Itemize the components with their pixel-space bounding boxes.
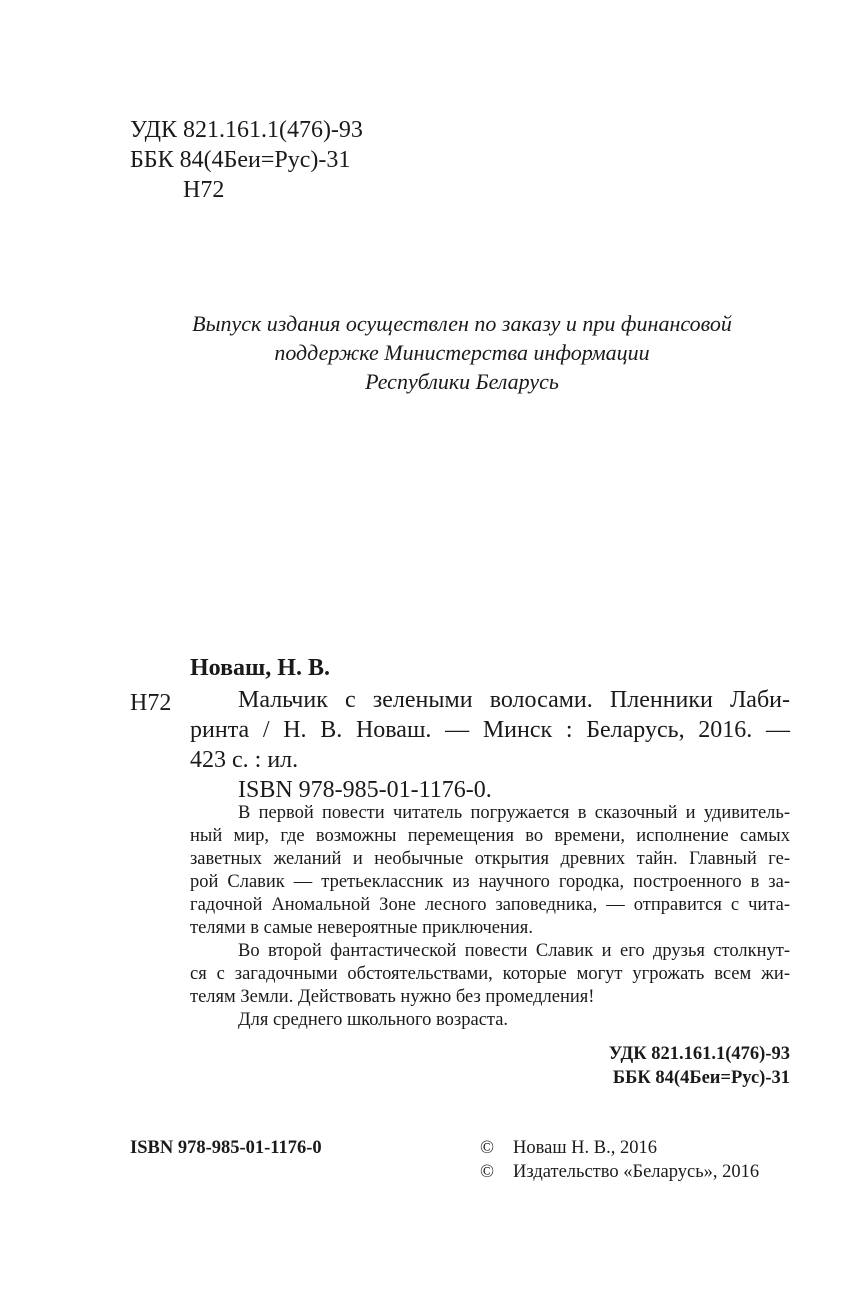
abstract-line: заветных желаний и необычные открытия древних тайн. Главный ге- (190, 849, 790, 869)
copyright-icon: © (480, 1138, 495, 1158)
copyright-icon: © (480, 1162, 495, 1182)
udk-header: УДК 821.161.1(476)-93 (130, 117, 363, 143)
abstract-line: телями в самые невероятные приключения. (190, 918, 533, 938)
bbk-header: ББК 84(4Беи=Рус)-31 (130, 147, 351, 173)
funding-note-line: Выпуск издания осуществлен по заказу и при финансовой (192, 311, 732, 336)
abstract-line: гадочной Аномальной Зоне лесного заповедника, — отправится с чита- (190, 895, 790, 915)
abstract-line: Для среднего школьного возраста. (238, 1010, 509, 1030)
funding-note-line: Республики Беларусь (365, 369, 559, 394)
abstract-line: рой Славик — третьеклассник из научного городка, построенного в за- (190, 872, 790, 892)
card-title-line: ринта / Н. В. Новаш. — Минск : Беларусь, 2016. — (190, 717, 790, 743)
card-author: Новаш, Н. В. (190, 655, 330, 681)
funding-note-line: поддержке Министерства информации (274, 340, 650, 365)
card-title-line: 423 с. : ил. (190, 747, 299, 773)
abstract-line: Во второй фантастической повести Славик и его друзья столкнут- (238, 941, 790, 961)
author-code-header: Н72 (183, 177, 225, 203)
abstract-line: ся с загадочными обстоятельствами, которые могут угрожать всем жи- (190, 964, 790, 984)
bbk-footer: ББК 84(4Беи=Рус)-31 (612, 1068, 790, 1088)
card-title-line: Мальчик с зелеными волосами. Пленники Лаби- (238, 687, 790, 713)
abstract-line: ный мир, где возможны перемещения во времени, исполнение самых (190, 826, 790, 846)
isbn-footer: ISBN 978-985-01-1176-0 (130, 1138, 322, 1158)
card-isbn: ISBN 978-985-01-1176-0. (238, 777, 492, 803)
abstract-line: телям Земли. Действовать нужно без промедления! (190, 987, 595, 1007)
copyright-publisher: Издательство «Беларусь», 2016 (513, 1162, 760, 1182)
udk-footer: УДК 821.161.1(476)-93 (608, 1044, 790, 1064)
card-code: Н72 (130, 690, 172, 716)
abstract-line: В первой повести читатель погружается в сказочный и удивитель- (238, 803, 790, 823)
copyright-author: Новаш Н. В., 2016 (513, 1138, 658, 1158)
